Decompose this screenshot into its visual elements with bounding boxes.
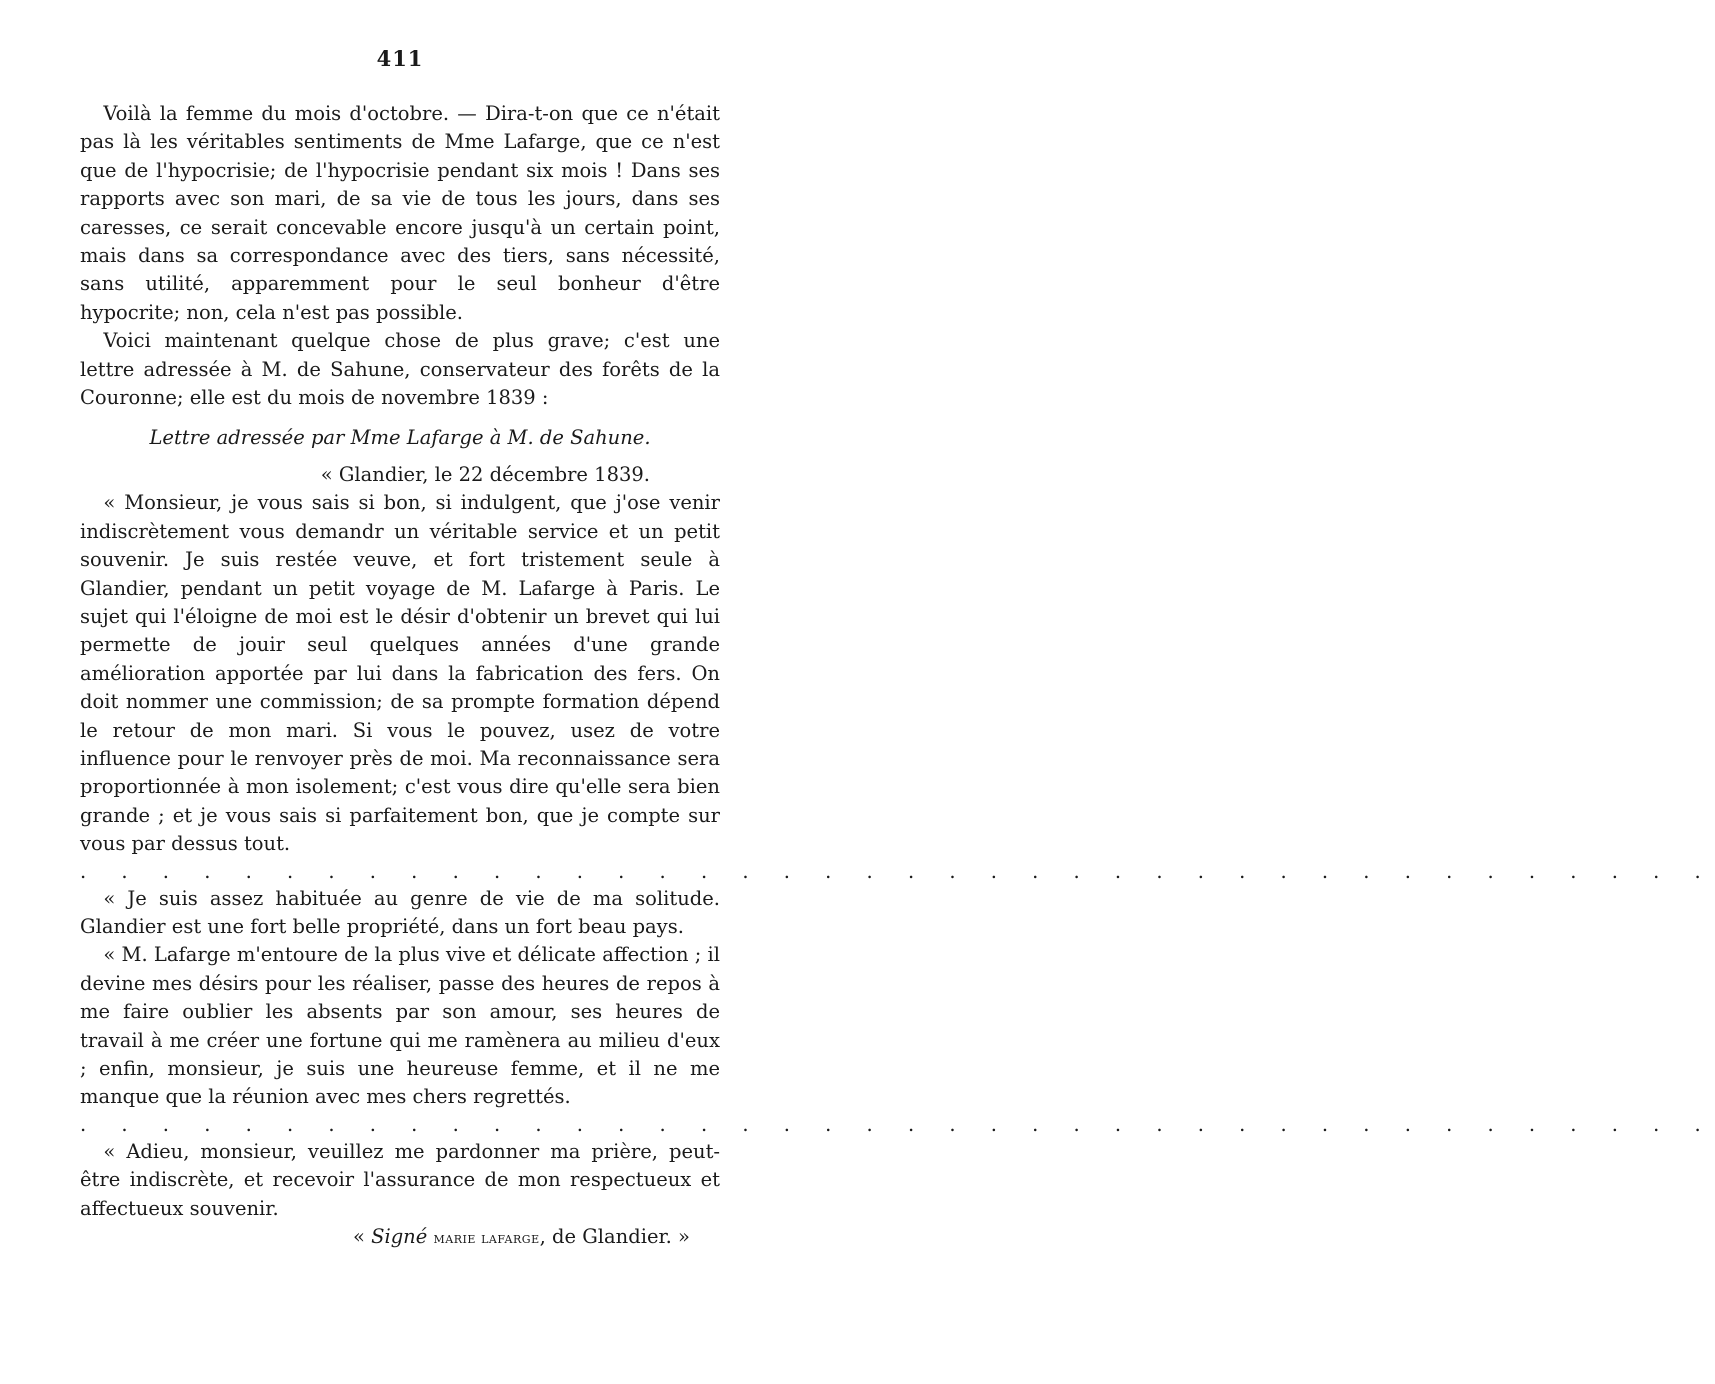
letter-heading: Lettre adressée par Mme Lafarge à M. de Sahune.: [149, 426, 651, 450]
letter-paragraph-1: « Monsieur, je vous sais si bon, si indulgent, que j'ose venir indiscrètement vous demandr un véritable service et un petit souvenir. Je suis restée veuve, et fort tristement seule à Glandier, pendant un petit voyage de M. Lafarge à Paris. Le sujet qui l'éloigne de moi est le désir d'obtenir un brevet qui lui permette de jouir seul quelques années d'une grande amélioration apportée par lui dans la fabrication des fers. On doit nommer une commission; de sa prompte formation dépend le retour de mon mari. Si vous le pouvez, usez de votre influence pour le renvoyer près de moi. Ma reconnaissance sera proportionnée à mon isolement; c'est vous dire qu'elle sera bien grande ; et je vous sais si parfaitement bon, que je compte sur vous par dessus tout.: [80, 491, 720, 856]
paragraph-intro: Voilà la femme du mois d'octobre. — Dira-t-on que ce n'était pas là les véritables sentiments de Mme Lafarge, que ce n'est que de l'hypocrisie; de l'hypocrisie pendant six mois ! Dans ses rapports avec son mari, de sa vie de tous les jours, dans ses caresses, ce serait concevable encore jusqu'à un certain point, mais dans sa correspondance avec des tiers, sans nécessité, sans utilité, apparemment pour le seul bonheur d'être hypocrite; non, cela n'est pas possible.: [80, 102, 720, 324]
ellipsis-line: . . . . . . . . . . . . . . . . . . . . . . . . . . . . . . . . . . . . . . . .: [80, 1112, 1715, 1136]
paragraph-transition: Voici maintenant quelque chose de plus grave; c'est une lettre adressée à M. de Sahune, conservateur des forêts de la Couronne; elle est du mois de novembre 1839 :: [80, 329, 720, 410]
letter-paragraph-4: « Adieu, monsieur, veuillez me pardonner ma prière, peut-être indiscrète, et recevoir l'assurance de mon respectueux et affectueux souvenir.: [80, 1139, 720, 1220]
letter-dateline: « Glandier, le 22 décembre 1839.: [320, 462, 650, 486]
ellipsis-line: . . . . . . . . . . . . . . . . . . . . . . . . . . . . . . . . . . . . . . . .: [80, 859, 1715, 883]
letter-signature: [80, 1223, 720, 1252]
signature-signed: Signé: [371, 1225, 428, 1249]
body-text: [80, 100, 1715, 1252]
signature-name: marie lafarge: [433, 1229, 540, 1248]
page-number: 411: [376, 46, 424, 71]
signature-place: , de Glandier. »: [539, 1225, 690, 1249]
letter-paragraph-3: « M. Lafarge m'entoure de la plus vive et délicate affection ; il devine mes désirs pour les réaliser, passe des heures de repos à me faire oublier les absents par son amour, ses heures de travail à me créer une fortune qui me ramènera au milieu d'eux ; enfin, monsieur, je suis une heureuse femme, et il ne me manque que la réunion avec mes chers regrettés.: [80, 943, 720, 1109]
letter-paragraph-2: « Je suis assez habituée au genre de vie de ma solitude. Glandier est une fort belle propriété, dans un fort beau pays.: [80, 886, 720, 938]
signature-open-quote: «: [352, 1225, 365, 1249]
